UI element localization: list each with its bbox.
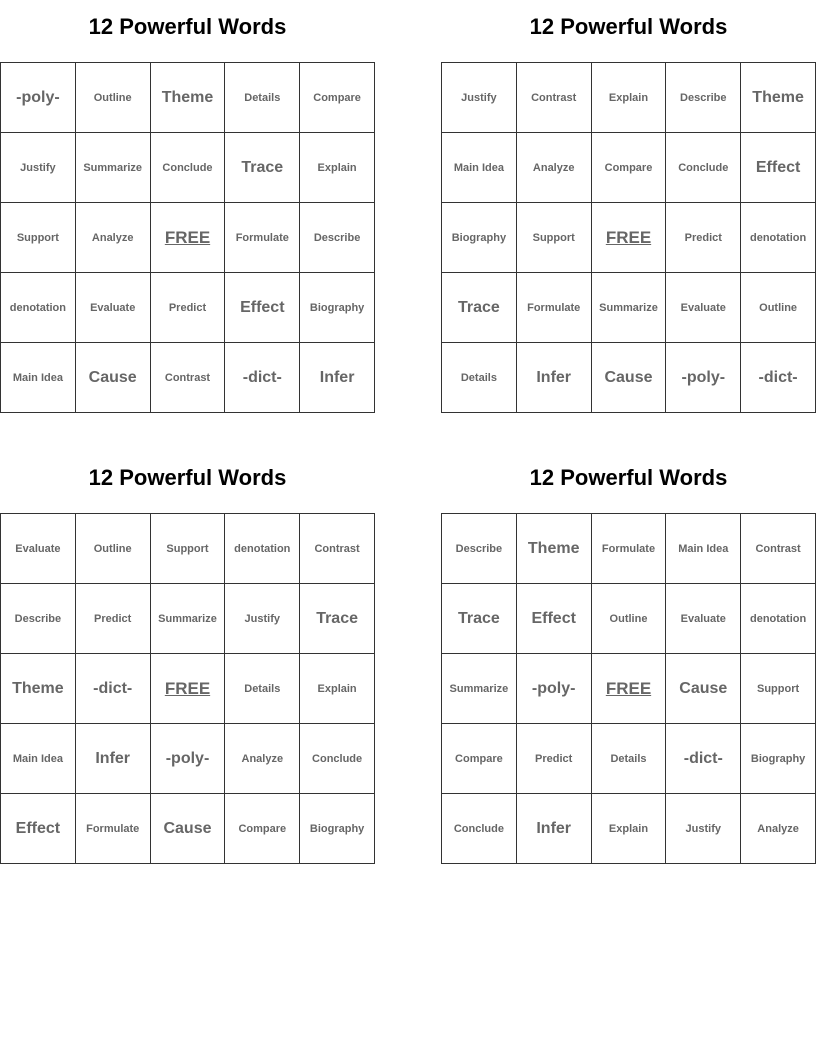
bingo-cell: -dict-: [225, 343, 300, 413]
bingo-cell: denotation: [225, 514, 300, 584]
bingo-cell: -dict-: [741, 343, 816, 413]
bingo-cell: Analyze: [76, 203, 151, 273]
bingo-cell: Infer: [300, 343, 375, 413]
bingo-cell: Theme: [151, 63, 226, 133]
bingo-cell: Summarize: [592, 273, 667, 343]
bingo-cell: Contrast: [517, 63, 592, 133]
bingo-cell: Compare: [300, 63, 375, 133]
bingo-cell: Infer: [517, 343, 592, 413]
bingo-cell: Evaluate: [76, 273, 151, 343]
bingo-cell: Describe: [300, 203, 375, 273]
bingo-cell: Describe: [442, 514, 517, 584]
bingo-grid: [441, 62, 816, 413]
card-title: 12 Powerful Words: [88, 14, 287, 39]
bingo-card-2: [441, 7, 816, 407]
bingo-cell: Analyze: [517, 133, 592, 203]
bingo-cell: Biography: [442, 203, 517, 273]
bingo-cell: Compare: [592, 133, 667, 203]
bingo-cell: -poly-: [517, 654, 592, 724]
bingo-cell: Support: [517, 203, 592, 273]
bingo-cell: Formulate: [592, 514, 667, 584]
bingo-card-3: [0, 458, 375, 858]
bingo-cell: Predict: [151, 273, 226, 343]
bingo-cell: Conclude: [151, 133, 226, 203]
bingo-cell: Cause: [592, 343, 667, 413]
bingo-cell: Predict: [76, 584, 151, 654]
free-space-cell: FREE: [151, 654, 226, 724]
bingo-cell: Cause: [151, 794, 226, 864]
bingo-cell: Conclude: [442, 794, 517, 864]
bingo-cell: Theme: [517, 514, 592, 584]
bingo-cell: Evaluate: [666, 584, 741, 654]
bingo-cell: denotation: [741, 584, 816, 654]
bingo-cell: Cause: [76, 343, 151, 413]
bingo-cell: -poly-: [666, 343, 741, 413]
bingo-grid: [441, 513, 816, 864]
free-space-cell: FREE: [151, 203, 226, 273]
bingo-cell: Outline: [76, 514, 151, 584]
bingo-cell: Main Idea: [1, 343, 76, 413]
bingo-cell: Analyze: [225, 724, 300, 794]
bingo-grid: [0, 62, 375, 413]
bingo-cell: Biography: [300, 273, 375, 343]
bingo-cell: Conclude: [300, 724, 375, 794]
bingo-cell: Trace: [442, 584, 517, 654]
bingo-cell: Contrast: [300, 514, 375, 584]
bingo-cell: Summarize: [151, 584, 226, 654]
bingo-cell: denotation: [741, 203, 816, 273]
bingo-cell: Main Idea: [442, 133, 517, 203]
bingo-cell: Effect: [225, 273, 300, 343]
bingo-cell: Explain: [300, 133, 375, 203]
bingo-cell: Explain: [592, 63, 667, 133]
bingo-cell: -poly-: [1, 63, 76, 133]
bingo-card-1: [0, 7, 375, 407]
bingo-cell: Effect: [1, 794, 76, 864]
bingo-cell: Trace: [300, 584, 375, 654]
bingo-cell: Formulate: [225, 203, 300, 273]
bingo-cell: Predict: [517, 724, 592, 794]
bingo-cell: Analyze: [741, 794, 816, 864]
bingo-cell: Support: [151, 514, 226, 584]
bingo-cell: Compare: [442, 724, 517, 794]
bingo-cell: Cause: [666, 654, 741, 724]
bingo-cell: Predict: [666, 203, 741, 273]
bingo-cell: Justify: [225, 584, 300, 654]
bingo-cell: Contrast: [741, 514, 816, 584]
bingo-cell: Theme: [741, 63, 816, 133]
bingo-cell: Support: [1, 203, 76, 273]
bingo-cell: Biography: [741, 724, 816, 794]
bingo-cell: -dict-: [666, 724, 741, 794]
bingo-cell: Formulate: [76, 794, 151, 864]
bingo-cell: Details: [225, 63, 300, 133]
bingo-cell: Formulate: [517, 273, 592, 343]
bingo-cell: Biography: [300, 794, 375, 864]
bingo-cell: Details: [592, 724, 667, 794]
bingo-cell: Explain: [300, 654, 375, 724]
bingo-cell: Justify: [666, 794, 741, 864]
card-title: 12 Powerful Words: [88, 465, 287, 490]
bingo-cell: -dict-: [76, 654, 151, 724]
card-title: 12 Powerful Words: [529, 465, 728, 490]
bingo-cell: Trace: [442, 273, 517, 343]
bingo-cell: Infer: [517, 794, 592, 864]
bingo-cell: Effect: [517, 584, 592, 654]
bingo-cell: Explain: [592, 794, 667, 864]
bingo-cell: Trace: [225, 133, 300, 203]
bingo-cell: Theme: [1, 654, 76, 724]
bingo-cell: Outline: [592, 584, 667, 654]
bingo-cell: Support: [741, 654, 816, 724]
bingo-cell: Infer: [76, 724, 151, 794]
bingo-cell: Main Idea: [1, 724, 76, 794]
bingo-cell: Outline: [741, 273, 816, 343]
card-title: 12 Powerful Words: [529, 14, 728, 39]
bingo-cell: Describe: [666, 63, 741, 133]
bingo-cell: Describe: [1, 584, 76, 654]
bingo-cell: Effect: [741, 133, 816, 203]
bingo-cell: Details: [225, 654, 300, 724]
bingo-cell: denotation: [1, 273, 76, 343]
bingo-cell: -poly-: [151, 724, 226, 794]
bingo-cell: Summarize: [76, 133, 151, 203]
bingo-cell: Main Idea: [666, 514, 741, 584]
bingo-card-4: [441, 458, 816, 858]
bingo-grid: [0, 513, 375, 864]
bingo-cell: Conclude: [666, 133, 741, 203]
bingo-cell: Contrast: [151, 343, 226, 413]
bingo-cell: Summarize: [442, 654, 517, 724]
bingo-cell: Compare: [225, 794, 300, 864]
bingo-cell: Justify: [1, 133, 76, 203]
bingo-cell: Justify: [442, 63, 517, 133]
bingo-cell: Outline: [76, 63, 151, 133]
bingo-cell: Evaluate: [1, 514, 76, 584]
free-space-cell: FREE: [592, 654, 667, 724]
bingo-cell: Evaluate: [666, 273, 741, 343]
free-space-cell: FREE: [592, 203, 667, 273]
bingo-cell: Details: [442, 343, 517, 413]
